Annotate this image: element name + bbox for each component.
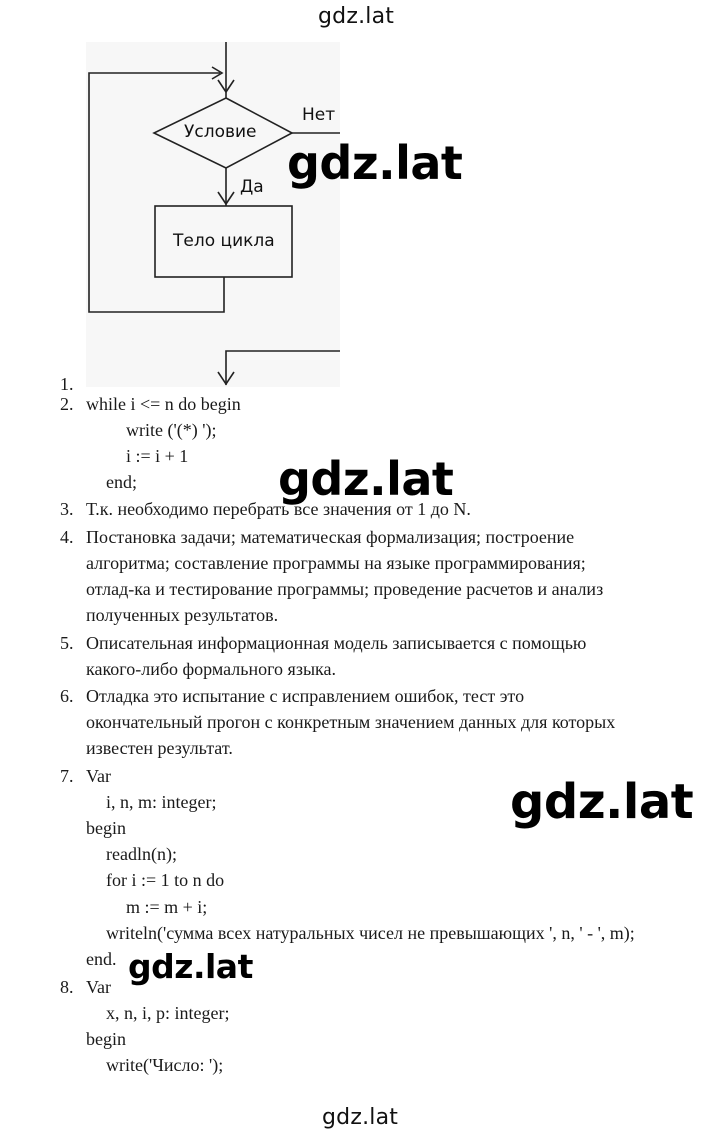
item-1-number: 1. bbox=[60, 374, 74, 394]
item-6-line: Отладка это испытание с исправлением ошибок, тест это bbox=[86, 686, 525, 706]
watermark-overlay: gdz.lat bbox=[510, 774, 694, 830]
item-2-line: write ('(*) '); bbox=[126, 420, 217, 440]
item-7-line: end. bbox=[86, 949, 117, 969]
yes-label: Да bbox=[240, 177, 264, 197]
item-2-number: 2. bbox=[60, 394, 74, 414]
item-4-number: 4. bbox=[60, 527, 74, 547]
watermark-overlay: gdz.lat bbox=[278, 452, 454, 506]
watermark-bottom: gdz.lat bbox=[322, 1105, 399, 1130]
flowchart-diagram bbox=[86, 42, 340, 387]
no-label: Нет bbox=[302, 105, 336, 125]
item-6-line: окончательный прогон с конкретным значением данных для которых bbox=[86, 712, 616, 732]
item-7-line: m := m + i; bbox=[126, 897, 208, 917]
item-7-line: for i := 1 to n do bbox=[106, 870, 225, 890]
item-2-line: i := i + 1 bbox=[126, 446, 189, 466]
item-7-line: i, n, m: integer; bbox=[106, 792, 217, 812]
item-7-line: writeln('сумма всех натуральных чисел не превышающих ', n, ' - ', m); bbox=[106, 923, 635, 943]
item-4-line: полученных результатов. bbox=[86, 605, 279, 625]
item-8-number: 8. bbox=[60, 977, 74, 997]
item-7-line: readln(n); bbox=[106, 844, 177, 864]
item-8-line: x, n, i, p: integer; bbox=[106, 1003, 230, 1023]
item-6-line: известен результат. bbox=[86, 738, 233, 758]
watermark-top: gdz.lat bbox=[318, 4, 395, 29]
item-5-line: Описательная информационная модель записывается с помощью bbox=[86, 633, 587, 653]
flowchart bbox=[86, 42, 340, 387]
item-8-line: Var bbox=[86, 977, 111, 997]
condition-label: Условие bbox=[184, 122, 257, 142]
item-2-line: while i <= n do begin bbox=[86, 394, 241, 414]
item-3-line: Т.к. необходимо перебрать все значения от 1 до N. bbox=[86, 499, 471, 519]
watermark-overlay: gdz.lat bbox=[128, 947, 253, 986]
item-3-number: 3. bbox=[60, 499, 74, 519]
item-5-line: какого-либо формального языка. bbox=[86, 659, 337, 679]
item-4-line: алгоритма; составление программы на языке программирования; bbox=[86, 553, 586, 573]
loop-body-label: Тело цикла bbox=[173, 231, 275, 251]
item-5-number: 5. bbox=[60, 633, 74, 653]
item-7-line: begin bbox=[86, 818, 126, 838]
item-4-line: отлад-ка и тестирование программы; проведение расчетов и анализ bbox=[86, 579, 604, 599]
item-6-number: 6. bbox=[60, 686, 74, 706]
item-8-line: begin bbox=[86, 1029, 126, 1049]
item-4-line: Постановка задачи; математическая формализация; построение bbox=[86, 527, 575, 547]
item-7-line: Var bbox=[86, 766, 111, 786]
item-2-line: end; bbox=[106, 472, 137, 492]
item-7-number: 7. bbox=[60, 766, 74, 786]
watermark-overlay: gdz.lat bbox=[287, 136, 463, 190]
item-8-line: write('Число: '); bbox=[106, 1055, 224, 1075]
